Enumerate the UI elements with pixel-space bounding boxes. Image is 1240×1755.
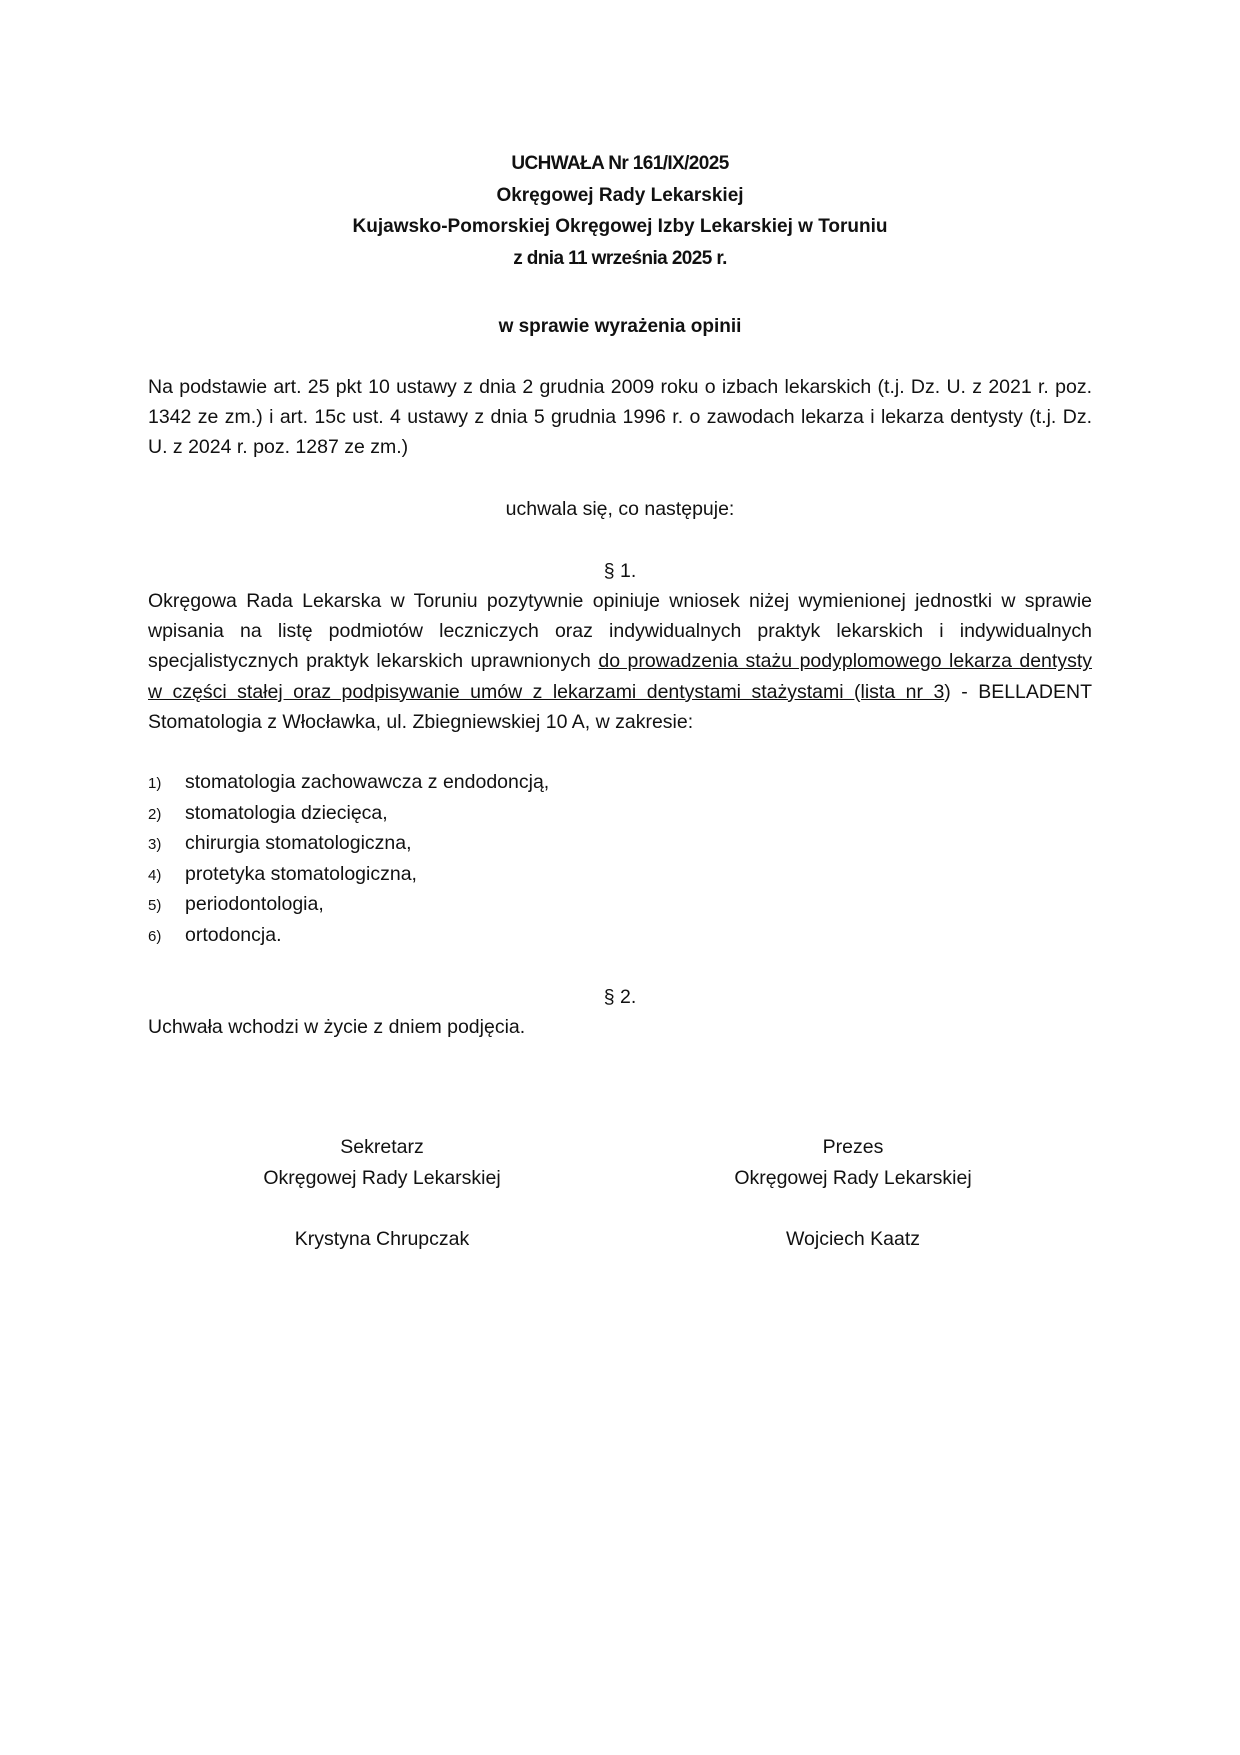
scope-item-number: 3) [148, 836, 162, 853]
scope-item [148, 859, 549, 890]
section-1-paragraph [148, 586, 1092, 737]
signature-body: Okręgowej Rady Lekarskiej [263, 1167, 501, 1189]
issuing-body: Okręgowej Rady Lekarskiej [496, 184, 744, 206]
signature-name: Krystyna Chrupczak [294, 1228, 470, 1250]
scope-item-number: 6) [148, 927, 162, 945]
signature-role: Sekretarz [340, 1136, 424, 1158]
resolution-number: UCHWAŁA Nr 161/IX/2025 [511, 153, 729, 174]
decision-phrase: uchwala się, co następuje: [505, 498, 735, 520]
section-1-text-after: ) - BELLADENT Stomatologia z Włocławka, ul. Zbiegniewskiej 10 A, w zakresie: [148, 680, 1092, 733]
scope-item-number: 5) [148, 897, 162, 914]
section-1-text-before: Okręgowa Rada Lekarska w Toruniu pozytywnie opiniuje wniosek niżej wymienionej jednostki w sprawie wpisania na listę podmiotów leczniczych oraz indywidualnych praktyk lekarskich i indywidualnych specjalistycznych praktyk lekarskich uprawnionych [148, 590, 1092, 673]
section-1-heading: § 1. [603, 560, 637, 582]
signature-block-president [643, 1132, 1063, 1255]
scope-item-label: chirurgia stomatologiczna, [185, 832, 412, 854]
scope-item [148, 920, 549, 951]
scope-item-number: 2) [148, 805, 162, 823]
signature-body: Okręgowej Rady Lekarskiej [734, 1167, 972, 1189]
resolution-header [0, 148, 1240, 274]
scope-item [148, 798, 549, 829]
resolution-subject: w sprawie wyrażenia opinii [498, 316, 742, 337]
scope-item [148, 767, 549, 798]
scope-item-label: protetyka stomatologiczna, [185, 862, 417, 885]
signature-name: Wojciech Kaatz [785, 1228, 921, 1250]
scope-item-label: ortodoncja. [185, 923, 282, 946]
section-2-heading: § 2. [603, 986, 637, 1008]
section-1-underlined-text: do prowadzenia stażu podyplomowego lekarza dentysty w części stałej oraz podpisywanie umów z lekarzami dentystami stażystami (lista nr 3 [148, 650, 1092, 703]
section-2-paragraph: Uchwała wchodzi w życie z dniem podjęcia. [148, 1016, 526, 1038]
scope-item-label: stomatologia zachowawcza z endodoncją, [185, 771, 550, 793]
resolution-date: z dnia 11 września 2025 r. [513, 247, 727, 269]
scope-item [148, 828, 549, 859]
signature-role: Prezes [822, 1136, 884, 1158]
legal-basis-paragraph: Na podstawie art. 25 pkt 10 ustawy z dnia 2 grudnia 2009 roku o izbach lekarskich (t.j. Dz. U. z 2021 r. poz. 1342 ze zm.) i art. 15c ust. 4 ustawy z dnia 5 grudnia 1996 r. o zawodach lekarza i lekarza dentysty (t.j. Dz. U. z 2024 r. poz. 1287 ze zm.) [148, 376, 1092, 458]
scope-item-label: stomatologia dziecięca, [185, 801, 388, 824]
signature-block-secretary [172, 1132, 592, 1255]
scope-item-label: periodontologia, [185, 893, 324, 915]
scope-list [148, 767, 549, 950]
scope-item-number: 4) [148, 866, 162, 884]
chamber-name: Kujawsko-Pomorskiej Okręgowej Izby Lekarskiej w Toruniu [352, 216, 888, 237]
scope-item [148, 889, 549, 920]
scope-item-number: 1) [148, 775, 162, 792]
